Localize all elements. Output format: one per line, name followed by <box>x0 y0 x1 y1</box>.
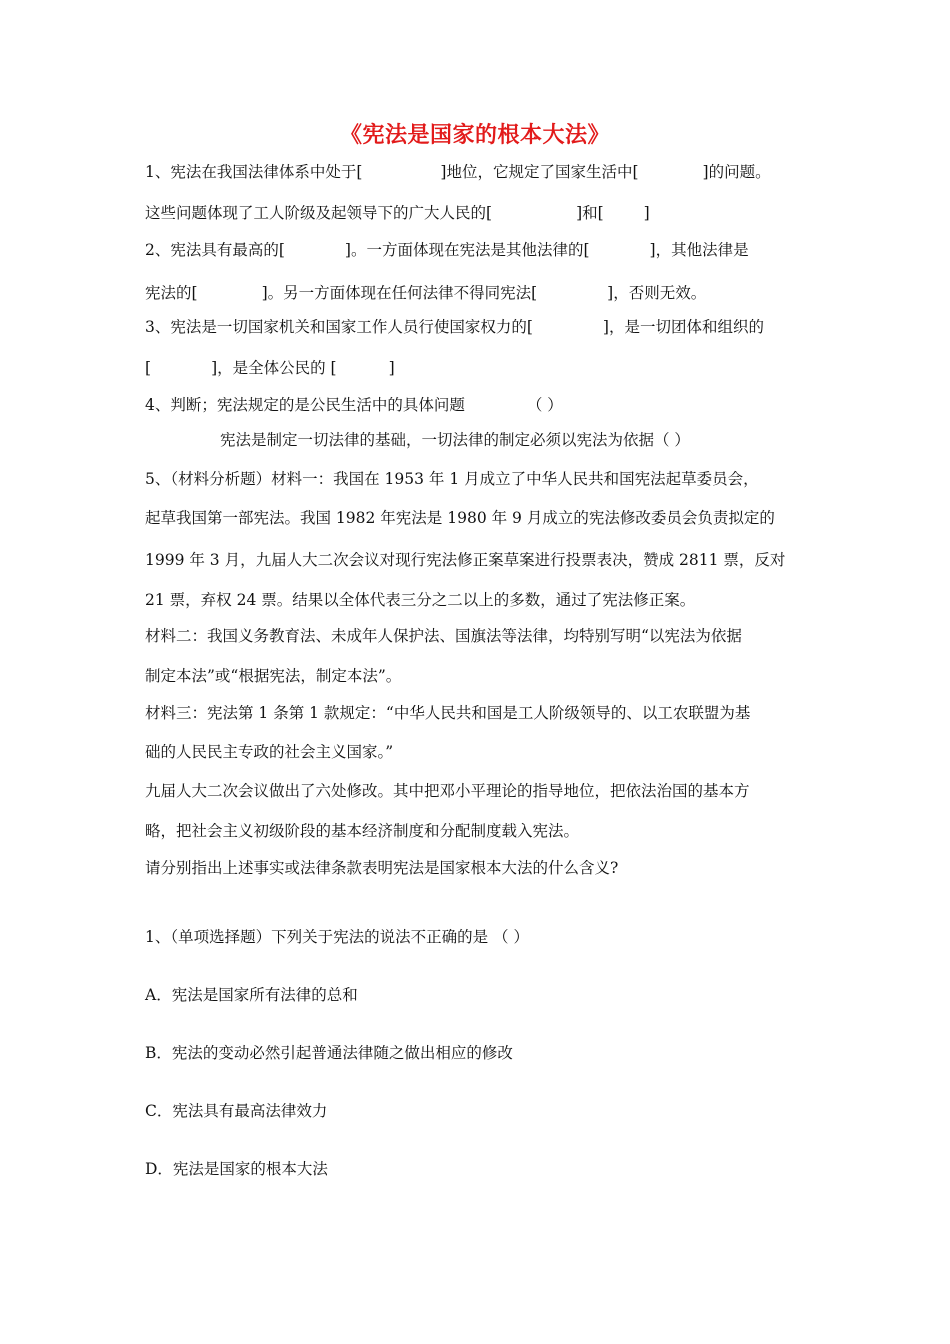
q3-text-a: 3、宪法是一切国家机关和国家工作人员行使国家权力的[ <box>145 318 533 336</box>
mc-option-c: C．宪法具有最高法律效力 <box>145 1102 328 1120</box>
q3-line-1 <box>145 317 764 337</box>
mc-option-b: B．宪法的变动必然引起普通法律随之做出相应的修改 <box>145 1044 513 1062</box>
q1-text-b: ]地位，它规定了国家生活中[ <box>440 163 639 181</box>
q3-line-2 <box>145 358 395 378</box>
q5-line-6: 制定本法”或“根据宪法，制定本法”。 <box>145 667 402 685</box>
q2-text-c: ]，其他法律是 <box>649 241 749 259</box>
mc-option-a: A．宪法是国家所有法律的总和 <box>145 986 358 1004</box>
q5-line-10: 略，把社会主义初级阶段的基本经济制度和分配制度载入宪法。 <box>145 822 580 840</box>
q5-line-9: 九届人大二次会议做出了六处修改。其中把邓小平理论的指导地位，把依法治国的基本方 <box>145 782 750 800</box>
mc-question: 1、（单项选择题）下列关于宪法的说法不正确的是 （ ） <box>145 928 529 946</box>
q3-text-e: ] <box>388 359 395 377</box>
mc-option-d: D．宪法是国家的根本大法 <box>145 1160 328 1178</box>
q5-line-1: 5、（材料分析题）材料一：我国在 1953 年 1 月成立了中华人民共和国宪法起草委员会， <box>145 470 759 488</box>
q1-line-1 <box>145 162 771 182</box>
q4-line-2: 宪法是制定一切法律的基础，一切法律的制定必须以宪法为依据（ ） <box>220 431 690 449</box>
q2-line-2 <box>145 283 706 303</box>
q4-line-1 <box>145 395 563 415</box>
q2-line-1 <box>145 240 749 260</box>
q5-line-5: 材料二：我国义务教育法、未成年人保护法、国旗法等法律，均特别写明“以宪法为依据 <box>145 627 742 645</box>
q1-line-2 <box>145 203 650 223</box>
q5-line-8: 础的人民民主专政的社会主义国家。” <box>145 743 394 761</box>
q2-text-f: ]，否则无效。 <box>607 284 707 302</box>
document-title: 《宪法是国家的根本大法》 <box>339 122 610 148</box>
q1-text-f: ] <box>643 204 650 222</box>
q1-text-c: ]的问题。 <box>702 163 771 181</box>
q4-paren: （ ） <box>526 396 563 414</box>
q3-text-c: [ <box>145 359 152 377</box>
q5-line-3: 1999 年 3 月，九届人大二次会议对现行宪法修正案草案进行投票表决，赞成 2811 票，反对 <box>145 551 786 569</box>
q1-text-d: 这些问题体现了工人阶级及起领导下的广大人民的[ <box>145 204 493 222</box>
q2-text-a: 2、宪法具有最高的[ <box>145 241 285 259</box>
q5-line-4: 21 票，弃权 24 票。结果以全体代表三分之二以上的多数，通过了宪法修正案。 <box>145 591 696 609</box>
q3-text-b: ]，是一切团体和组织的 <box>602 318 764 336</box>
q5-line-2: 起草我国第一部宪法。我国 1982 年宪法是 1980 年 9 月成立的宪法修改委员会负责拟定的 <box>145 509 775 527</box>
q5-line-11: 请分别指出上述事实或法律条款表明宪法是国家根本大法的什么含义? <box>145 859 619 877</box>
q3-text-d: ]，是全体公民的 [ <box>211 359 337 377</box>
q2-text-e: ]。另一方面体现在任何法律不得同宪法[ <box>261 284 538 302</box>
q2-text-b: ]。一方面体现在宪法是其他法律的[ <box>344 241 590 259</box>
q5-line-7: 材料三：宪法第 1 条第 1 款规定：“中华人民共和国是工人阶级领导的、以工农联盟为基 <box>145 704 751 722</box>
q1-text-a: 1、宪法在我国法律体系中处于[ <box>145 163 363 181</box>
q2-text-d: 宪法的[ <box>145 284 198 302</box>
q4-text-a: 4、判断；宪法规定的是公民生活中的具体问题 <box>145 396 465 414</box>
q1-text-e: ]和[ <box>576 204 604 222</box>
